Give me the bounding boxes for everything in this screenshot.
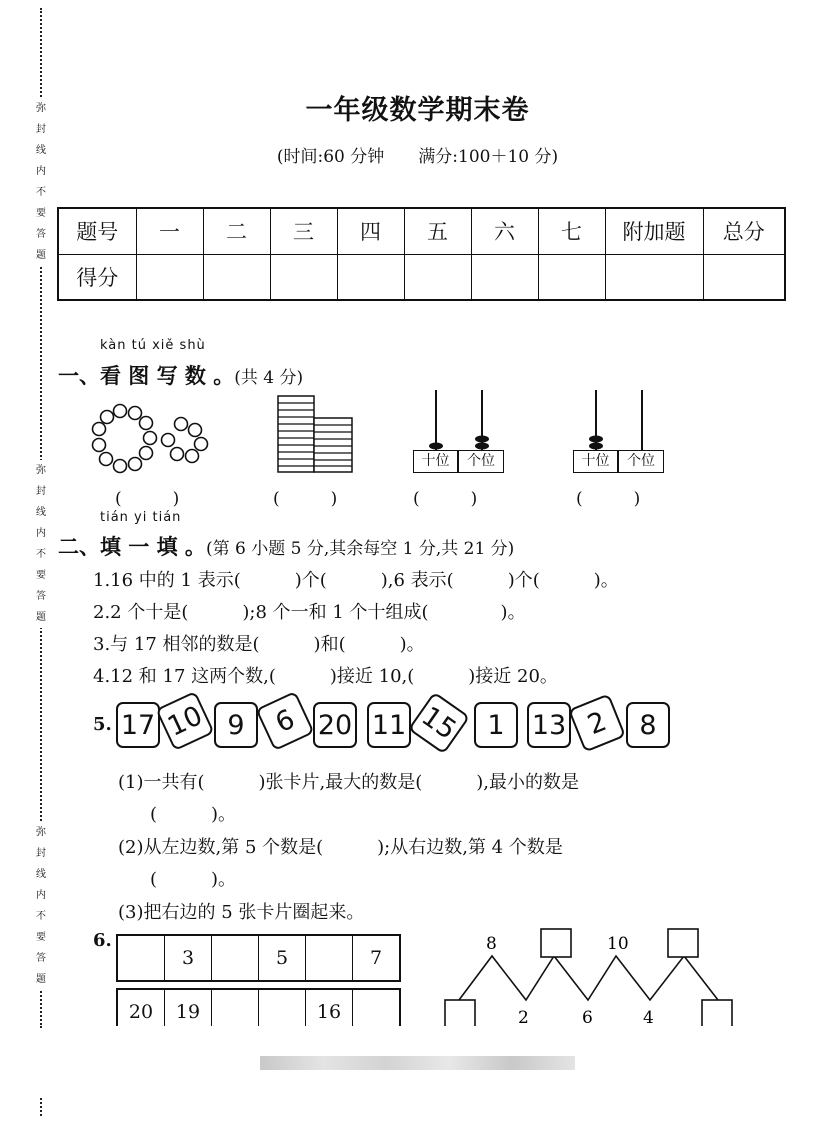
score-row-label: 得分 <box>58 254 136 300</box>
number-card[interactable]: 11 <box>367 702 411 748</box>
score-header-cell: 六 <box>471 208 538 254</box>
score-cell[interactable] <box>538 254 605 300</box>
score-header-cell: 四 <box>337 208 404 254</box>
section1-heading <box>58 360 303 390</box>
number-card[interactable]: 10 <box>155 691 214 751</box>
number-card[interactable]: 9 <box>214 702 258 748</box>
number-card[interactable]: 6 <box>255 691 314 751</box>
score-header-cell: 三 <box>270 208 337 254</box>
zigzag-blank-box[interactable] <box>668 929 698 957</box>
abacus-1-tens-label: 十位 <box>413 450 458 473</box>
score-header-cell: 一 <box>136 208 203 254</box>
seal-line-note-1: 弥封线内不要答题 <box>34 98 48 266</box>
answer-slot-2[interactable]: ( ) <box>273 489 338 509</box>
score-table-score-row <box>58 254 785 300</box>
abacus-2-tens-label: 十位 <box>573 450 618 473</box>
score-cell[interactable] <box>703 254 785 300</box>
score-header-cell: 总分 <box>703 208 785 254</box>
number-card[interactable]: 17 <box>116 702 160 748</box>
score-cell[interactable] <box>203 254 270 300</box>
score-cell[interactable] <box>471 254 538 300</box>
score-cell[interactable] <box>337 254 404 300</box>
zigzag-number: 10 <box>607 934 629 954</box>
stick-bundle-figure <box>276 394 356 474</box>
grid-cell[interactable] <box>212 935 259 981</box>
section2-note: (第 6 小题 5 分,其余每空 1 分,共 21 分) <box>205 539 515 559</box>
question-5-2: (2)从左边数,第 5 个数是( );从右边数,第 4 个数是 <box>118 837 563 858</box>
blurred-footer-watermark <box>260 1056 575 1070</box>
section1-title: 一、看 图 写 数 。 <box>58 364 235 388</box>
number-grid-row-1 <box>116 934 401 982</box>
answer-slot-4[interactable]: ( ) <box>576 489 641 509</box>
question-5-2-blank[interactable]: ( )。 <box>150 869 237 890</box>
grid-cell[interactable]: 3 <box>165 935 212 981</box>
answer-slot-1[interactable]: ( ) <box>115 489 180 509</box>
zigzag-number: 8 <box>486 934 497 954</box>
score-header-cell: 五 <box>404 208 471 254</box>
score-header-cell: 七 <box>538 208 605 254</box>
grid-cell[interactable]: 19 <box>165 989 212 1035</box>
number-card[interactable]: 8 <box>626 702 670 748</box>
number-card[interactable]: 15 <box>408 692 470 755</box>
score-table-header-row <box>58 208 785 254</box>
number-card[interactable]: 13 <box>527 702 571 748</box>
zigzag-number: 2 <box>518 1008 529 1026</box>
score-header-cell: 二 <box>203 208 270 254</box>
section2-title: 二、填 一 填 。 <box>58 535 206 559</box>
score-cell[interactable] <box>404 254 471 300</box>
score-cell[interactable] <box>136 254 203 300</box>
section2-heading <box>58 531 514 561</box>
grid-cell[interactable] <box>117 935 165 981</box>
number-card[interactable]: 1 <box>474 702 518 748</box>
question-5-1: (1)一共有( )张卡片,最大的数是( ),最小的数是 <box>118 772 580 793</box>
number-card[interactable]: 2 <box>568 693 626 752</box>
number-card[interactable]: 20 <box>313 702 357 748</box>
abacus-1-ones-label: 个位 <box>458 450 504 473</box>
zigzag-number: 6 <box>582 1008 593 1026</box>
grid-cell[interactable]: 20 <box>117 989 165 1035</box>
zigzag-number: 4 <box>643 1008 654 1026</box>
question-5-label: 5. <box>93 714 112 735</box>
zigzag-blank-box[interactable] <box>541 929 571 957</box>
question-1: 1.16 中的 1 表示( )个( ),6 表示( )个( )。 <box>93 570 619 591</box>
section1-note: (共 4 分) <box>234 368 304 388</box>
grid-cell[interactable]: 7 <box>353 935 401 981</box>
question-5-3: (3)把右边的 5 张卡片圈起来。 <box>118 902 365 923</box>
question-2: 2.2 个十是( );8 个一和 1 个十组成( )。 <box>93 602 526 623</box>
abacus-2-rods <box>572 390 667 452</box>
score-table <box>57 207 786 301</box>
question-5-1-blank[interactable]: ( )。 <box>150 804 237 825</box>
grid-cell[interactable]: 16 <box>306 989 353 1035</box>
zigzag-blank-box[interactable] <box>445 1000 475 1026</box>
seal-line-note-3: 弥封线内不要答题 <box>34 822 48 990</box>
grid-cell[interactable]: 5 <box>259 935 306 981</box>
zigzag-blank-box[interactable] <box>702 1000 732 1026</box>
score-cell[interactable] <box>270 254 337 300</box>
score-header-cell: 题号 <box>58 208 136 254</box>
bead-circles-figure <box>88 402 218 480</box>
score-header-cell: 附加题 <box>605 208 703 254</box>
page-title: 一年级数学期末卷 <box>305 95 530 126</box>
answer-slot-3[interactable]: ( ) <box>413 489 478 509</box>
score-cell[interactable] <box>605 254 703 300</box>
seal-line-note-2: 弥封线内不要答题 <box>34 460 48 628</box>
abacus-1-rods <box>412 390 507 452</box>
question-4: 4.12 和 17 这两个数,( )接近 10,( )接近 20。 <box>93 666 558 687</box>
section2-pinyin: tián yi tián <box>100 510 182 525</box>
abacus-2-ones-label: 个位 <box>618 450 664 473</box>
grid-cell[interactable] <box>306 935 353 981</box>
binding-dotted-line-end <box>40 1098 42 1116</box>
question-6-label: 6. <box>93 930 112 951</box>
page-crop-mask-2 <box>430 1026 760 1054</box>
zigzag-number-chain <box>440 926 740 1026</box>
exam-info: (时间:60 分钟 满分:100＋10 分) <box>276 147 559 167</box>
section1-pinyin: kàn tú xiě shù <box>100 338 206 353</box>
question-3: 3.与 17 相邻的数是( )和( )。 <box>93 634 425 655</box>
